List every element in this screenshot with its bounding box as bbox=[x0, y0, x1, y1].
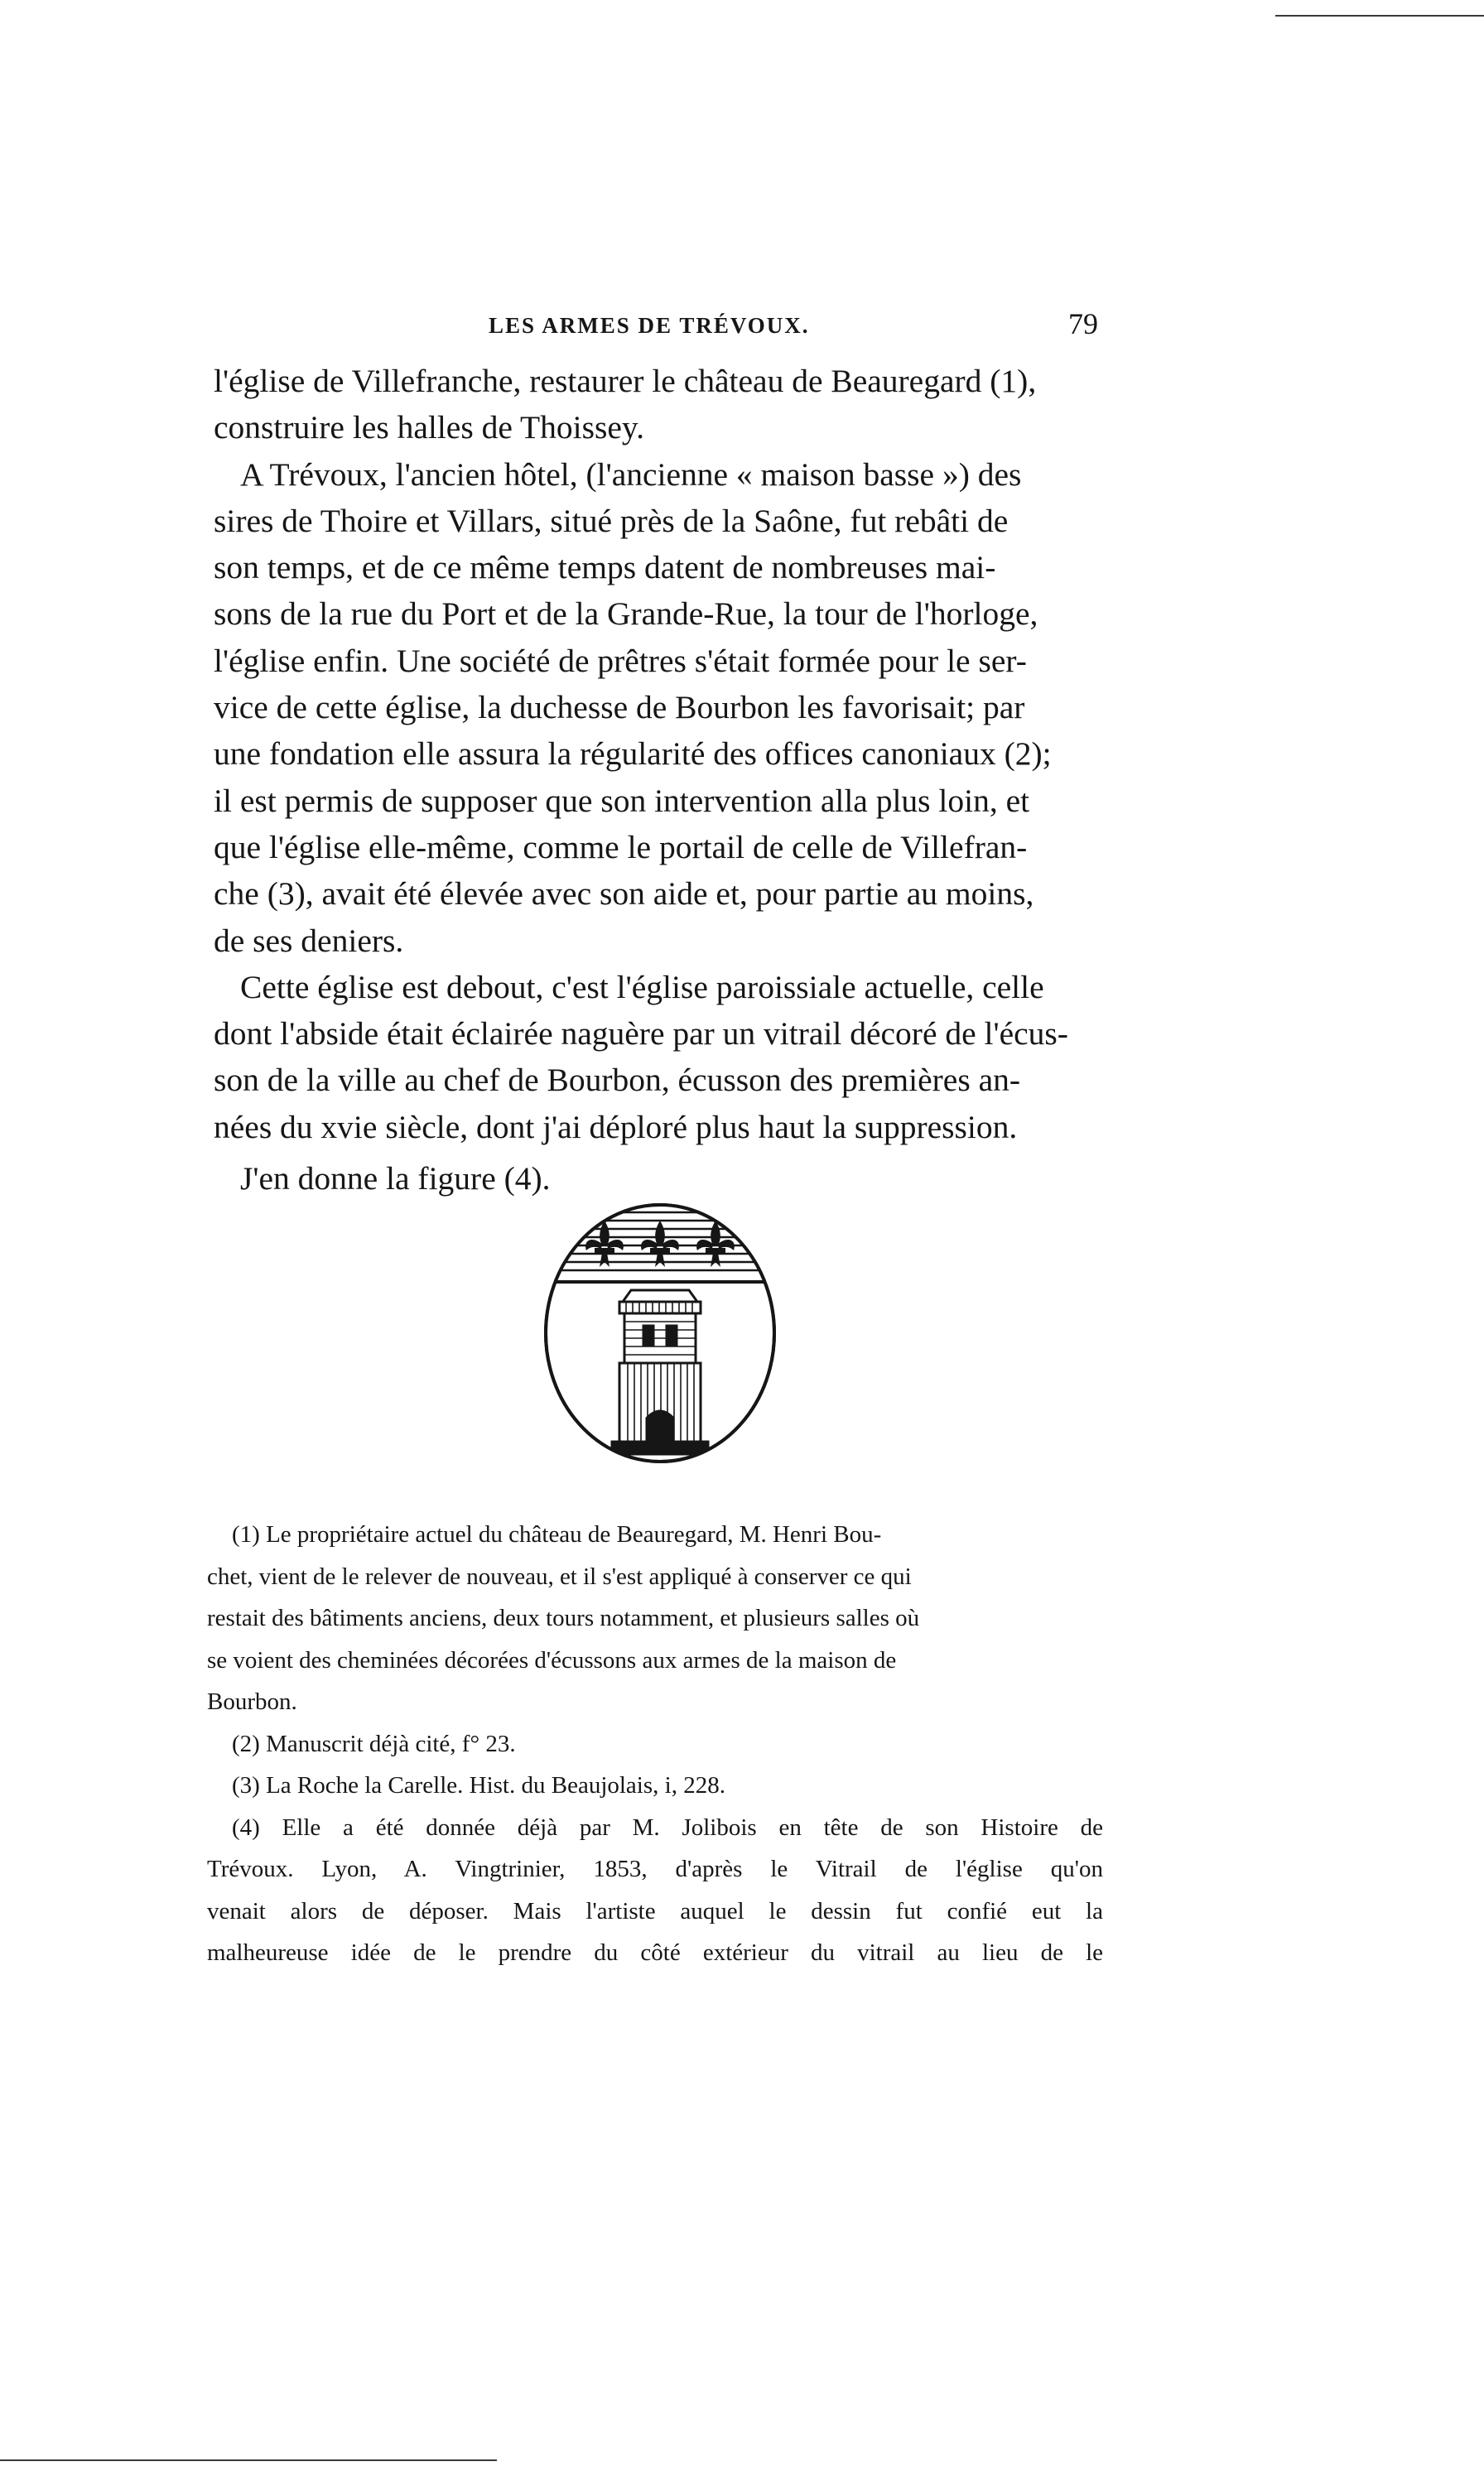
scan-edge-rule-top bbox=[1275, 15, 1484, 17]
footnote-3: (3) La Roche la Carelle. Hist. du Beaujolais, i, 228. bbox=[232, 1772, 725, 1799]
footnote-2: (2) Manuscrit déjà cité, f° 23. bbox=[232, 1730, 516, 1757]
paragraph-1: l'église de Villefranche, restaurer le château de Beauregard (1), construire les halles de Thoissey. bbox=[214, 363, 1037, 446]
paragraph-2: A Trévoux, l'ancien hôtel, (l'ancienne « maison basse ») des sires de Thoire et Villars, situé près de la Saône, fut rebâti de son temps, et de ce même temps datent de nombreuses mai- sons de la rue du Port et de la Grande-Rue, la tour de l'horloge, l'église enfin. Une société de prêtres s'était formée pour le ser- vice de cette église, la duchesse de Bourbon les favorisait; par une fondation elle assura la régularité des offices canoniaux (2); il est permis de supposer que son intervention alla plus loin, et que l'église elle-même, comme le portail de celle de Villefran- che (3), avait été élevée avec son aide et, pour partie au moins, de ses deniers. bbox=[214, 455, 1052, 959]
scan-edge-rule-bottom bbox=[0, 2459, 497, 2461]
paragraph-4: J'en donne la figure (4). bbox=[240, 1160, 551, 1197]
running-head: LES ARMES DE TRÉVOUX. bbox=[489, 313, 810, 338]
body-text bbox=[214, 358, 1101, 1202]
footnote-1: (1) Le propriétaire actuel du château de Beauregard, M. Henri Bou- chet, vient de le relever de nouveau, et il s'est appliqué à conserver ce qui restait des bâtiments anciens, deux tours notamment, et plusieurs salles où se voient des cheminées décorées d'écussons aux armes de la maison de Bourbon. bbox=[207, 1521, 920, 1715]
page-number: 79 bbox=[1068, 307, 1098, 340]
footnotes bbox=[207, 1514, 1103, 1974]
footnote-4: (4) Elle a été donnée déjà par M. Jolibois en tête de son Histoire de Trévoux. Lyon, A. Vingtrinier, 1853, d'après le Vitrail de l'église qu'on venait alors de déposer. Mais l'artiste auquel le dessin fut confié eut la malheureuse idée de le prendre du côté extérieur du vitrail au lieu de le bbox=[207, 1814, 1103, 1966]
paragraph-3: Cette église est debout, c'est l'église paroissiale actuelle, celle dont l'abside était éclairée naguère par un vitrail décoré de l'écus- son de la ville au chef de Bourbon, écusson des premières an- nées du xvie siècle, dont j'ai déploré plus haut la suppression. bbox=[214, 968, 1068, 1145]
coat-of-arms-icon bbox=[540, 1201, 780, 1466]
